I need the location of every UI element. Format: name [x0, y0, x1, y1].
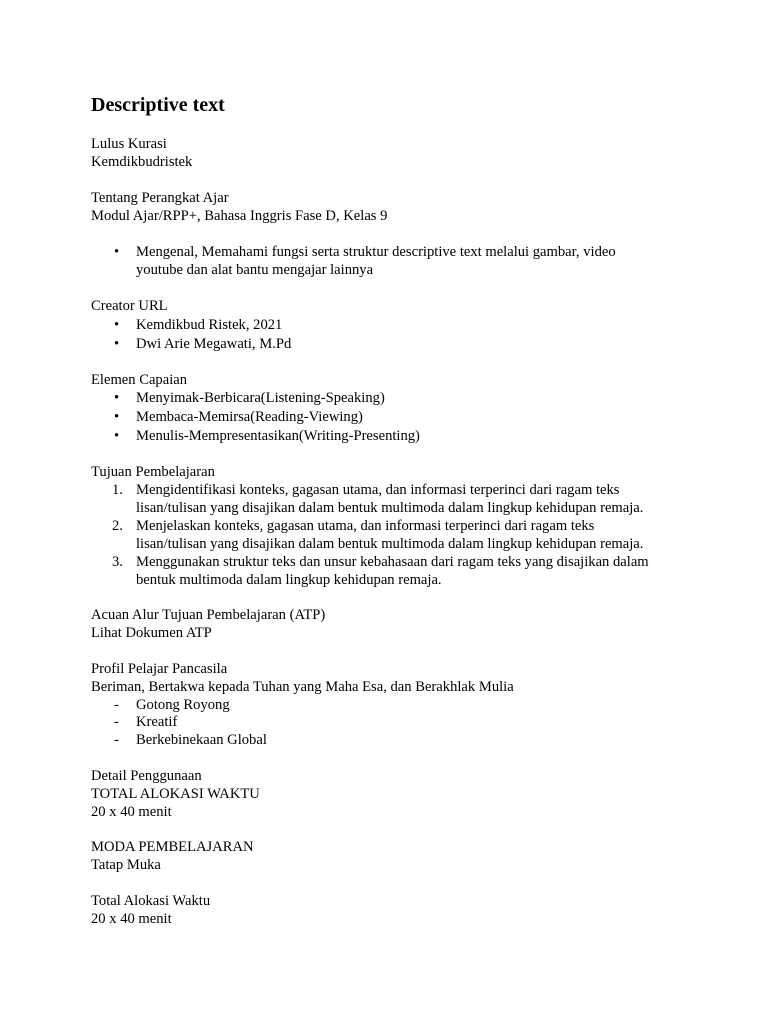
about-heading: Tentang Perangkat Ajar — [91, 190, 229, 206]
moda-value: Tatap Muka — [91, 857, 161, 873]
tujuan-item-line: Menjelaskan konteks, gagasan utama, dan informasi terperinci dari ragam teks — [136, 518, 595, 534]
bullet-marker: • — [114, 390, 120, 406]
list-number: 2. — [112, 518, 123, 534]
bullet-marker: • — [114, 428, 120, 444]
bullet-marker: • — [114, 244, 120, 260]
list-number: 1. — [112, 482, 123, 498]
profil-item: Gotong Royong — [136, 697, 230, 713]
total-alokasi-label: TOTAL ALOKASI WAKTU — [91, 786, 260, 802]
tujuan-item-line: bentuk multimoda dalam lingkup kehidupan remaja. — [136, 572, 442, 588]
elemen-item: Menyimak-Berbicara(Listening-Speaking) — [136, 390, 385, 406]
dash-marker: - — [114, 697, 119, 713]
elemen-item: Menulis-Mempresentasikan(Writing-Presenting) — [136, 428, 420, 444]
total-alokasi-value: 20 x 40 menit — [91, 804, 172, 820]
curation-by: Kemdikbudristek — [91, 154, 193, 170]
atp-heading: Acuan Alur Tujuan Pembelajaran (ATP) — [91, 607, 326, 623]
profil-heading: Profil Pelajar Pancasila — [91, 661, 228, 677]
list-number: 3. — [112, 554, 123, 570]
about-bullet-line-1: Mengenal, Memahami fungsi serta struktur descriptive text melalui gambar, video — [136, 244, 616, 260]
about-bullet-line-2: youtube dan alat bantu mengajar lainnya — [136, 262, 374, 278]
creator-item: Kemdikbud Ristek, 2021 — [136, 317, 283, 333]
tujuan-item-line: Mengidentifikasi konteks, gagasan utama, dan informasi terperinci dari ragam teks — [136, 482, 620, 498]
total-alokasi-value-2: 20 x 40 menit — [91, 911, 172, 927]
tujuan-item-line: Menggunakan struktur teks dan unsur kebahasaan dari ragam teks yang disajikan dalam — [136, 554, 649, 570]
tujuan-item-line: lisan/tulisan yang disajikan dalam bentuk multimoda dalam lingkup kehidupan remaja. — [136, 536, 644, 552]
detail-heading: Detail Penggunaan — [91, 768, 202, 784]
curation-status: Lulus Kurasi — [91, 136, 167, 152]
tujuan-heading: Tujuan Pembelajaran — [91, 464, 215, 480]
moda-label: MODA PEMBELAJARAN — [91, 839, 254, 855]
elemen-heading: Elemen Capaian — [91, 372, 188, 388]
profil-summary: Beriman, Bertakwa kepada Tuhan yang Maha Esa, dan Berakhlak Mulia — [91, 679, 514, 695]
tujuan-item-line: lisan/tulisan yang disajikan dalam bentuk multimoda dalam lingkup kehidupan remaja. — [136, 500, 644, 516]
bullet-marker: • — [114, 317, 120, 333]
bullet-marker: • — [114, 409, 120, 425]
profil-item: Kreatif — [136, 714, 178, 730]
dash-marker: - — [114, 714, 119, 730]
creator-item: Dwi Arie Megawati, M.Pd — [136, 336, 292, 352]
profil-item: Berkebinekaan Global — [136, 732, 267, 748]
bullet-marker: • — [114, 336, 120, 352]
elemen-item: Membaca-Memirsa(Reading-Viewing) — [136, 409, 363, 425]
atp-document-link: Lihat Dokumen ATP — [91, 625, 212, 641]
creator-heading: Creator URL — [91, 298, 168, 314]
total-alokasi-label-2: Total Alokasi Waktu — [91, 893, 211, 909]
dash-marker: - — [114, 732, 119, 748]
about-detail: Modul Ajar/RPP+, Bahasa Inggris Fase D, Kelas 9 — [91, 208, 388, 224]
document-title: Descriptive text — [91, 94, 225, 116]
